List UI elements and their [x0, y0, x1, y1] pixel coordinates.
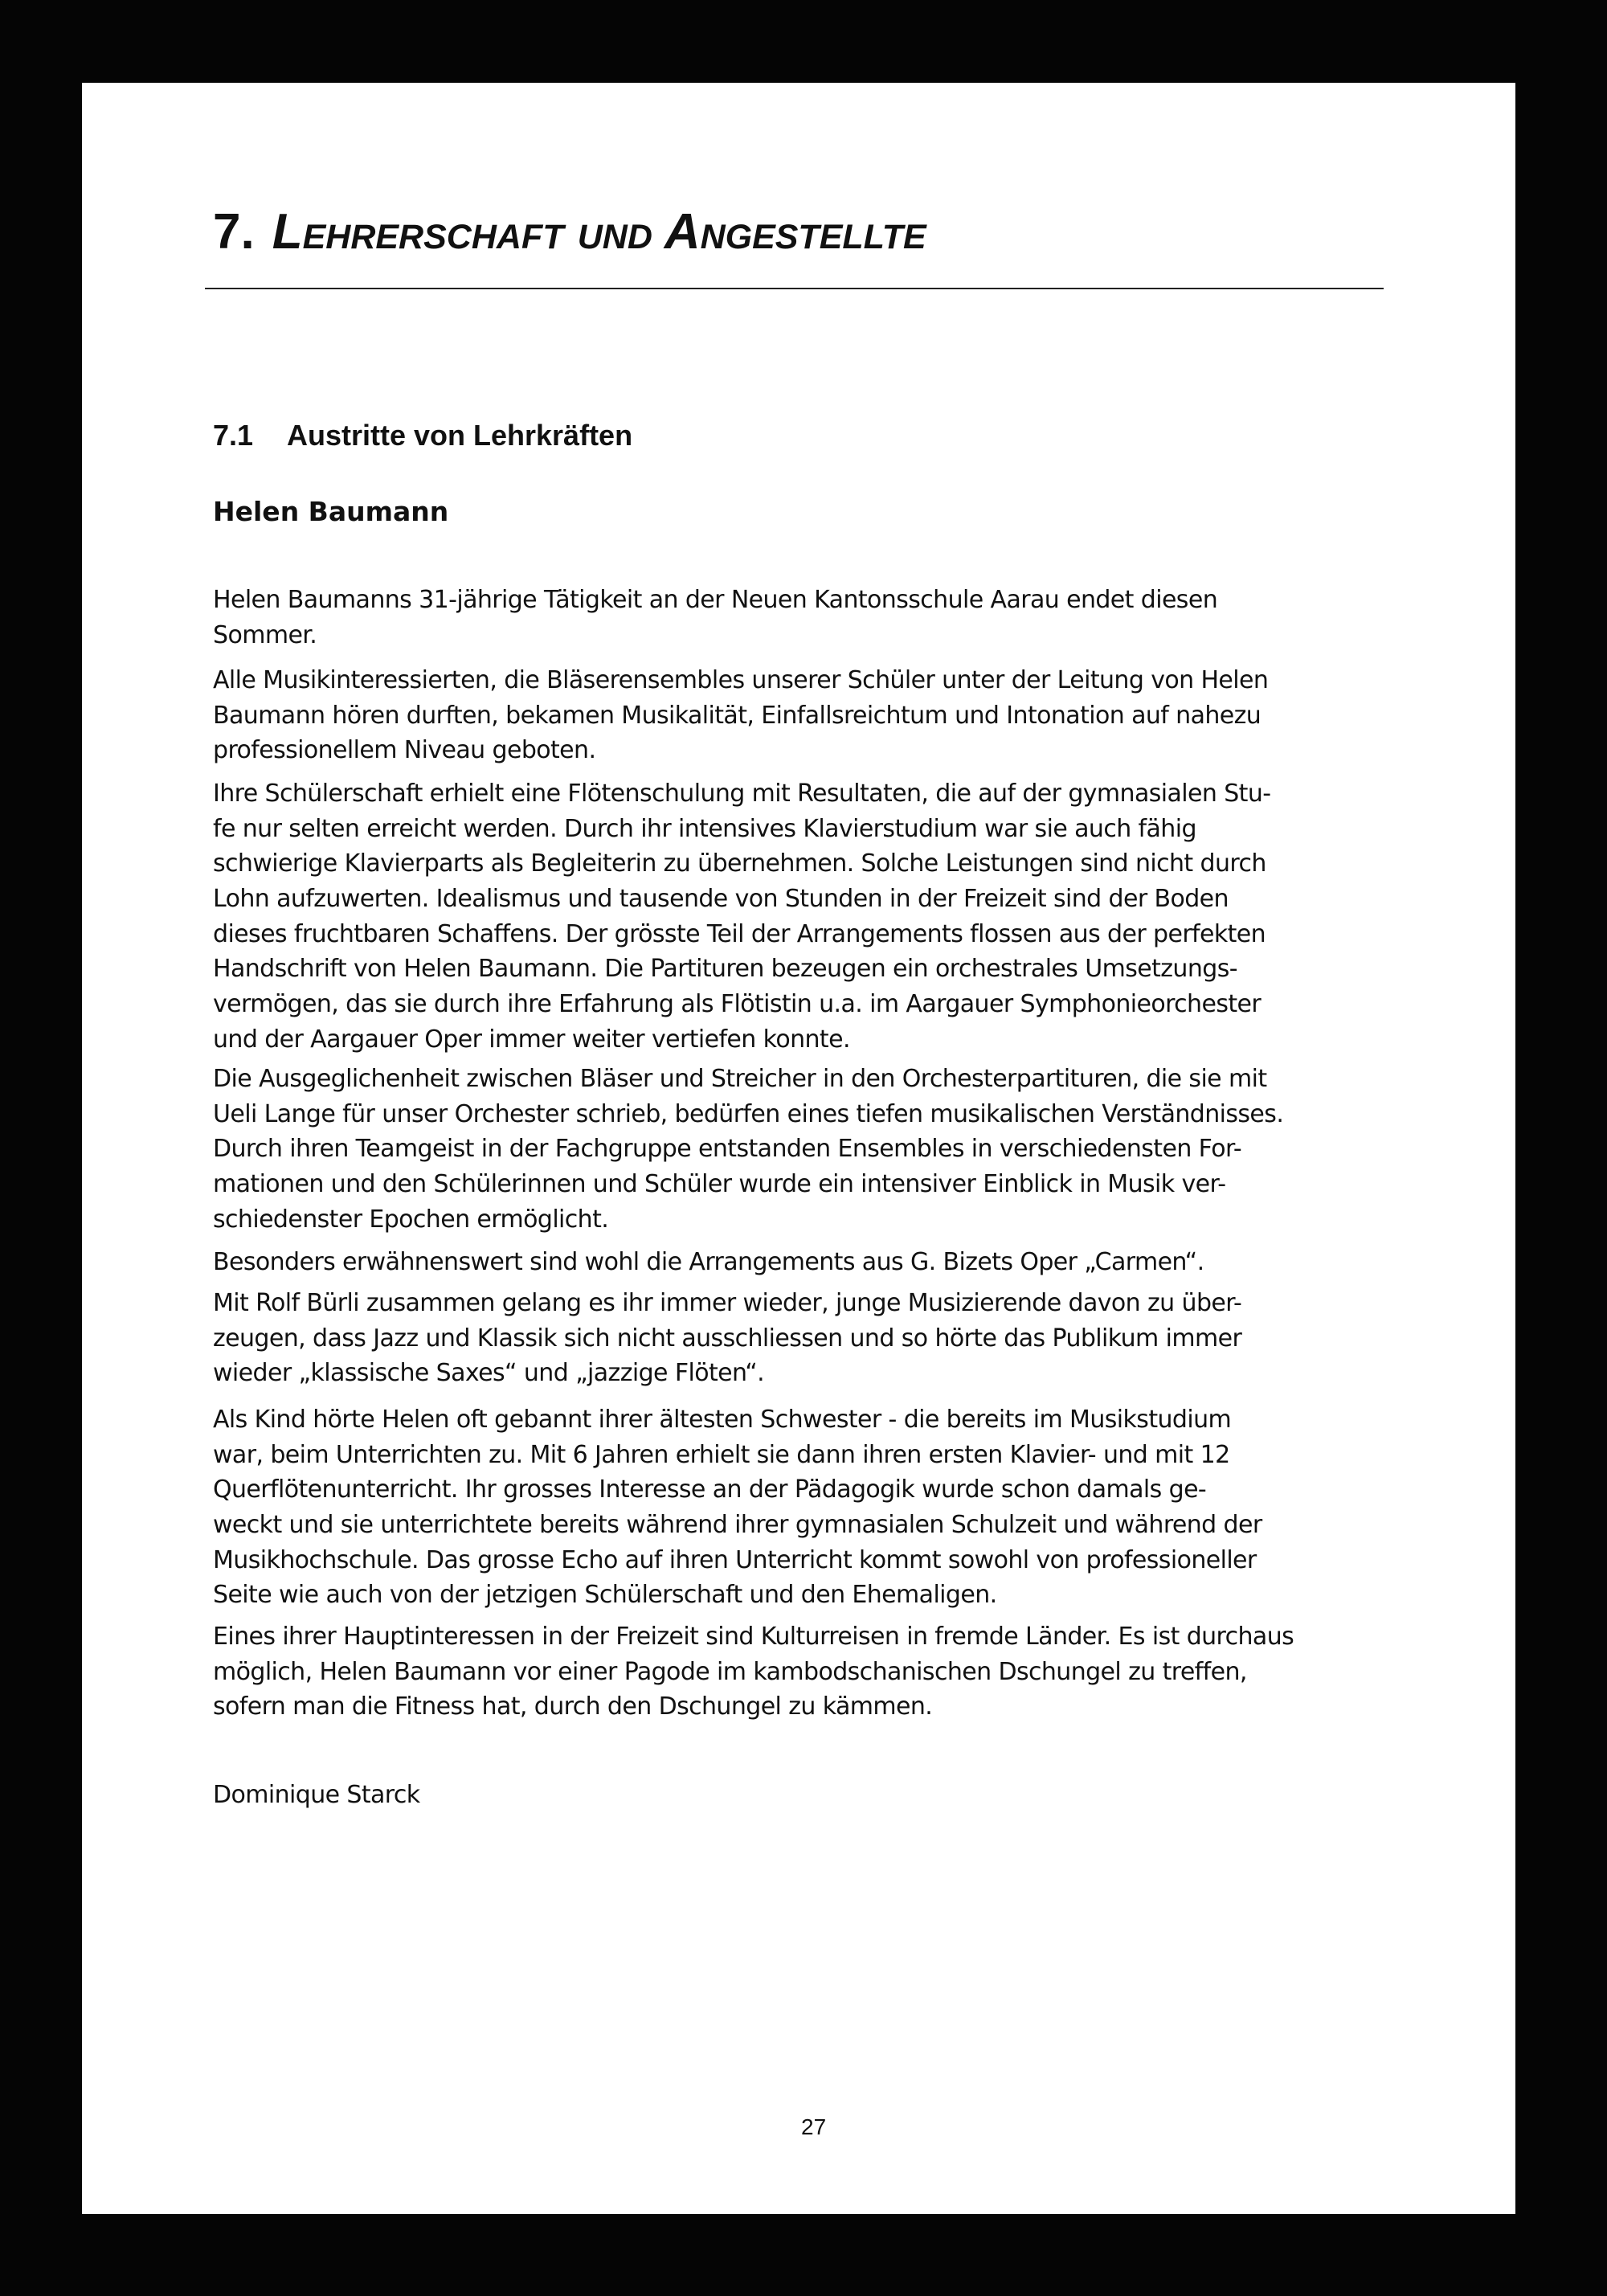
text-line: mationen und den Schülerinnen und Schüler wurde ein intensiver Einblick in Musik ver-	[213, 1170, 1226, 1199]
text-line: Alle Musikinteressierten, die Bläserensembles unserer Schüler unter der Leitung von Helen	[213, 666, 1269, 694]
text-line: Ihre Schülerschaft erhielt eine Flötenschulung mit Resultaten, die auf der gymnasialen Stu-	[213, 780, 1271, 808]
text-line: Musikhochschule. Das grosse Echo auf ihren Unterricht kommt sowohl von professioneller	[213, 1545, 1257, 1574]
paragraph	[213, 1245, 1204, 1280]
chapter-title-text: Lehrerschaft und Angestellte	[272, 204, 926, 260]
paragraph	[213, 1062, 1283, 1237]
text-line: schiedenster Epochen ermöglicht.	[213, 1205, 609, 1234]
text-line: professionellem Niveau geboten.	[213, 736, 596, 765]
section-title: Austritte von Lehrkräften	[287, 419, 633, 452]
text-line: wieder „klassische Saxes“ und „jazzige Flöten“.	[213, 1359, 765, 1388]
text-line: zeugen, dass Jazz und Klassik sich nicht ausschliessen und so hörte das Publikum immer	[213, 1324, 1242, 1353]
title-divider	[205, 288, 1384, 289]
page-number: 27	[801, 2114, 827, 2139]
text-line: weckt und sie unterrichtete bereits während ihrer gymnasialen Schulzeit und während der	[213, 1511, 1262, 1540]
text-line: Die Ausgeglichenheit zwischen Bläser und Streicher in den Orchesterpartituren, die sie mit	[213, 1065, 1267, 1093]
text-line: schwierige Klavierparts als Begleiterin zu übernehmen. Solche Leistungen sind nicht durch	[213, 849, 1266, 878]
text-line: war, beim Unterrichten zu. Mit 6 Jahren erhielt sie dann ihren ersten Klavier- und mit 12	[213, 1440, 1230, 1469]
text-line: fe nur selten erreicht werden. Durch ihr intensives Klavierstudium war sie auch fähig	[213, 814, 1196, 843]
paragraph	[213, 663, 1268, 768]
text-line: Baumann hören durften, bekamen Musikalität, Einfallsreichtum und Intonation auf nahezu	[213, 701, 1261, 730]
author-signature: Dominique Starck	[213, 1781, 420, 1809]
text-line: möglich, Helen Baumann vor einer Pagode im kambodschanischen Dschungel zu treffen,	[213, 1657, 1247, 1686]
text-line: Sommer.	[213, 620, 317, 649]
text-line: und der Aargauer Oper immer weiter vertiefen konnte.	[213, 1025, 850, 1054]
chapter-title	[213, 203, 926, 260]
text-line: Lohn aufzuwerten. Idealismus und tausende von Stunden in der Freizeit sind der Boden	[213, 885, 1229, 914]
chapter-number: 7.	[213, 204, 255, 260]
text-line: sofern man die Fitness hat, durch den Dschungel zu kämmen.	[213, 1692, 933, 1721]
text-line: Handschrift von Helen Baumann. Die Partituren bezeugen ein orchestrales Umsetzungs-	[213, 955, 1237, 984]
text-line: Durch ihren Teamgeist in der Fachgruppe entstanden Ensembles in verschiedensten For-	[213, 1135, 1242, 1164]
text-line: Ueli Lange für unser Orchester schrieb, bedürfen eines tiefen musikalischen Verständnisses.	[213, 1099, 1284, 1128]
section-heading	[213, 419, 632, 452]
text-line: vermögen, das sie durch ihre Erfahrung als Flötistin u.a. im Aargauer Symphonieorchester	[213, 990, 1261, 1019]
text-line: Als Kind hörte Helen oft gebannt ihrer ältesten Schwester - die bereits im Musikstudium	[213, 1406, 1232, 1434]
text-line: Seite wie auch von der jetzigen Schülerschaft und den Ehemaligen.	[213, 1581, 997, 1610]
text-line: Besonders erwähnenswert sind wohl die Arrangements aus G. Bizets Oper „Carmen“.	[213, 1248, 1204, 1276]
text-line: Eines ihrer Hauptinteressen in der Freizeit sind Kulturreisen in fremde Länder. Es ist durchaus	[213, 1623, 1294, 1651]
text-line: Helen Baumanns 31-jährige Tätigkeit an der Neuen Kantonsschule Aarau endet diesen	[213, 586, 1218, 614]
text-line: dieses fruchtbaren Schaffens. Der grösste Teil der Arrangements flossen aus der perfekten	[213, 919, 1266, 948]
paragraph	[213, 583, 1217, 653]
paragraph	[213, 1402, 1262, 1613]
document-page	[82, 83, 1515, 2214]
paragraph	[213, 776, 1270, 1058]
person-heading: Helen Baumann	[213, 496, 449, 527]
text-line: Mit Rolf Bürli zusammen gelang es ihr immer wieder, junge Musizierende davon zu über-	[213, 1289, 1242, 1317]
section-number: 7.1	[213, 419, 254, 452]
paragraph	[213, 1619, 1294, 1725]
text-line: Querflötenunterricht. Ihr grosses Interesse an der Pädagogik wurde schon damals ge-	[213, 1475, 1207, 1504]
paragraph	[213, 1286, 1241, 1391]
